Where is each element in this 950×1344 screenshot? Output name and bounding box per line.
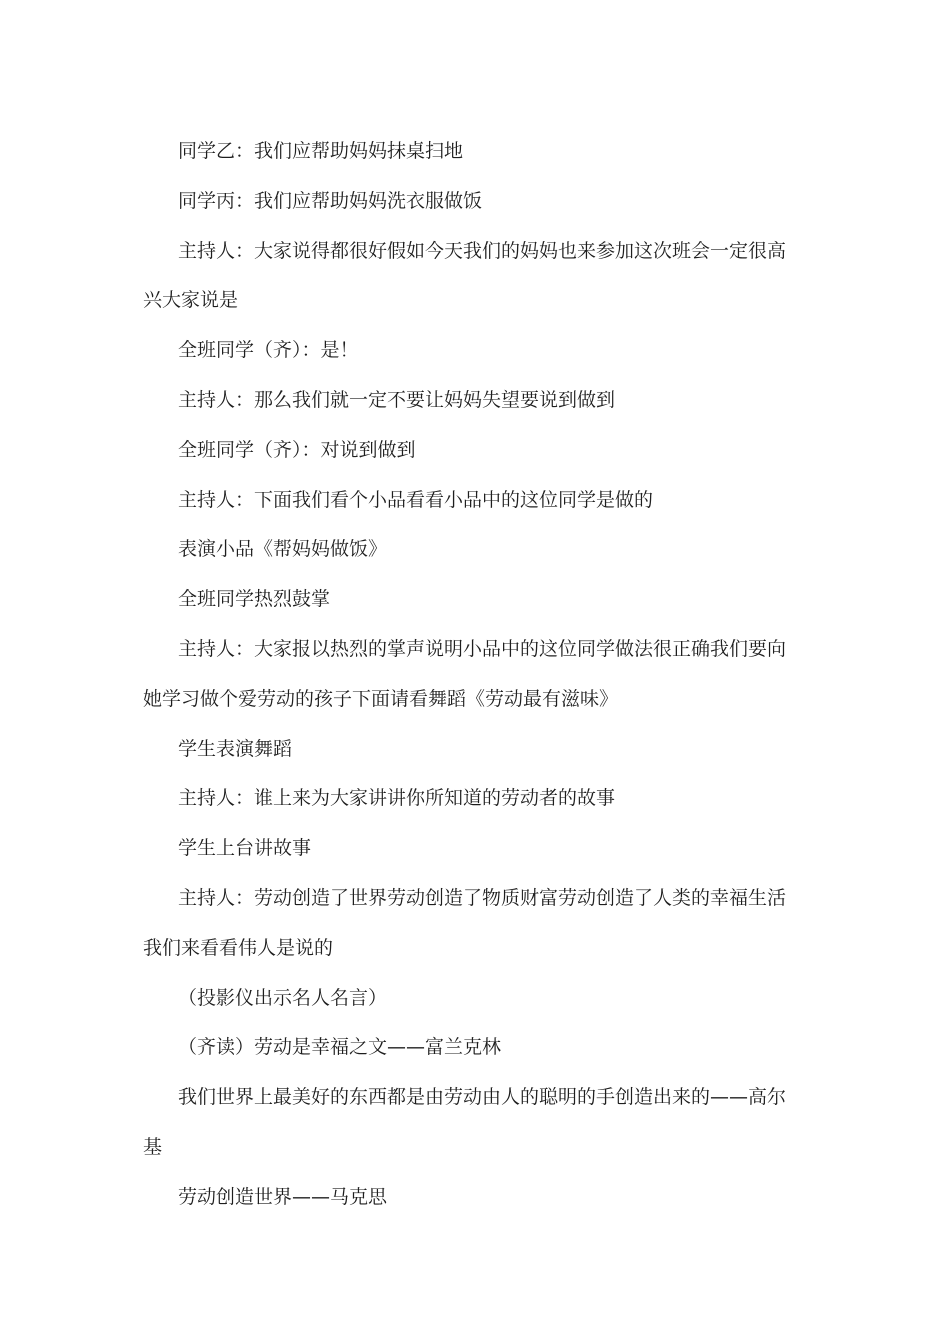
dialogue-line-class-1: 全班同学（齐）：是！ bbox=[178, 339, 359, 362]
dialogue-line-class-2: 全班同学（齐）：对说到做到 bbox=[178, 438, 416, 461]
dialogue-line-host-2: 主持人：那么我们就一定不要让妈妈失望要说到做到 bbox=[178, 388, 616, 411]
quote-franklin: （齐读）劳动是幸福之文——富兰克林 bbox=[178, 1036, 502, 1059]
dialogue-line-host-3: 主持人：下面我们看个小品看看小品中的这位同学是做的 bbox=[178, 488, 654, 511]
dialogue-line-host-4: 主持人：大家报以热烈的掌声说明小品中的这位同学做法很正确我们要向 bbox=[178, 637, 787, 660]
dialogue-line-host-1: 主持人：大家说得都很好假如今天我们的妈妈也来参加这次班会一定很高 bbox=[178, 239, 787, 262]
stage-direction-sketch: 表演小品《帮妈妈做饭》 bbox=[178, 538, 388, 561]
stage-direction-dance: 学生表演舞蹈 bbox=[178, 737, 293, 760]
stage-direction-story: 学生上台讲故事 bbox=[178, 837, 312, 860]
stage-direction-projector: （投影仪出示名人名言） bbox=[178, 986, 388, 1009]
dialogue-line-student-c: 同学丙：我们应帮助妈妈洗衣服做饭 bbox=[178, 189, 483, 212]
stage-direction-applause: 全班同学热烈鼓掌 bbox=[178, 588, 331, 611]
dialogue-line-host-4-continued: 她学习做个爱劳动的孩子下面请看舞蹈《劳动最有滋味》 bbox=[143, 687, 619, 710]
quote-gorky: 我们世界上最美好的东西都是由劳动由人的聪明的手创造出来的——高尔 bbox=[178, 1086, 787, 1109]
quote-gorky-continued: 基 bbox=[143, 1135, 163, 1158]
document-body bbox=[143, 132, 798, 1228]
quote-marx: 劳动创造世界——马克思 bbox=[178, 1185, 388, 1208]
dialogue-line-host-5: 主持人：谁上来为大家讲讲你所知道的劳动者的故事 bbox=[178, 787, 616, 810]
dialogue-line-host-1-continued: 兴大家说是 bbox=[143, 289, 239, 312]
dialogue-line-student-b: 同学乙：我们应帮助妈妈抹桌扫地 bbox=[178, 140, 464, 162]
dialogue-line-host-6: 主持人：劳动创造了世界劳动创造了物质财富劳动创造了人类的幸福生活 bbox=[178, 886, 787, 909]
dialogue-line-host-6-continued: 我们来看看伟人是说的 bbox=[143, 936, 334, 959]
